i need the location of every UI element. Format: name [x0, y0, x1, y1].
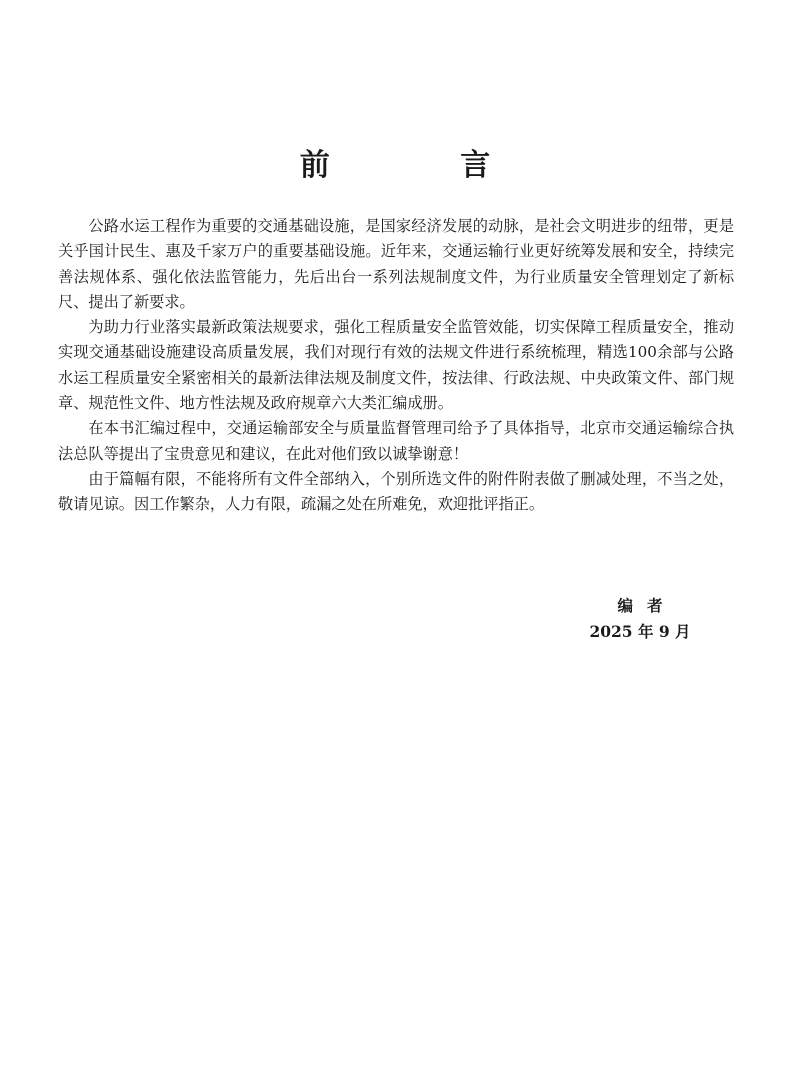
signature-date: 2025 年 9 月 [589, 622, 691, 641]
preface-body [58, 214, 734, 518]
page-title: 前 言 [299, 148, 551, 183]
signature-editor: 编者 [617, 596, 677, 615]
paragraph: 在本书汇编过程中，交通运输部安全与质量监督管理司给予了具体指导，北京市交通运输综合执法总队等提出了宝贵意见和建议，在此对他们致以诚挚谢意！ [58, 419, 734, 463]
paragraph: 由于篇幅有限，不能将所有文件全部纳入，个别所选文件的附件附表做了删减处理，不当之处，敬请见谅。因工作繁杂，人力有限，疏漏之处在所难免，欢迎批评指正。 [58, 469, 734, 514]
paragraph: 为助力行业落实最新政策法规要求，强化工程质量安全监管效能，切实保障工程质量安全，推动实现交通基础设施建设高质量发展，我们对现行有效的法规文件进行系统梳理，精选100余部与公路水运工程质量安全紧密相关的最新法律法规及制度文件，按法律、行政法规、中央政策文件、部门规章、规范性文件、地方性法规及政府规章六大类汇编成册。 [58, 318, 734, 413]
paragraph: 公路水运工程作为重要的交通基础设施，是国家经济发展的动脉，是社会文明进步的纽带，更是关乎国计民生、惠及千家万户的重要基础设施。近年来，交通运输行业更好统筹发展和安全，持续完善法规体系、强化依法监管能力，先后出台一系列法规制度文件，为行业质量安全管理划定了新标尺、提出了新要求。 [58, 217, 734, 311]
